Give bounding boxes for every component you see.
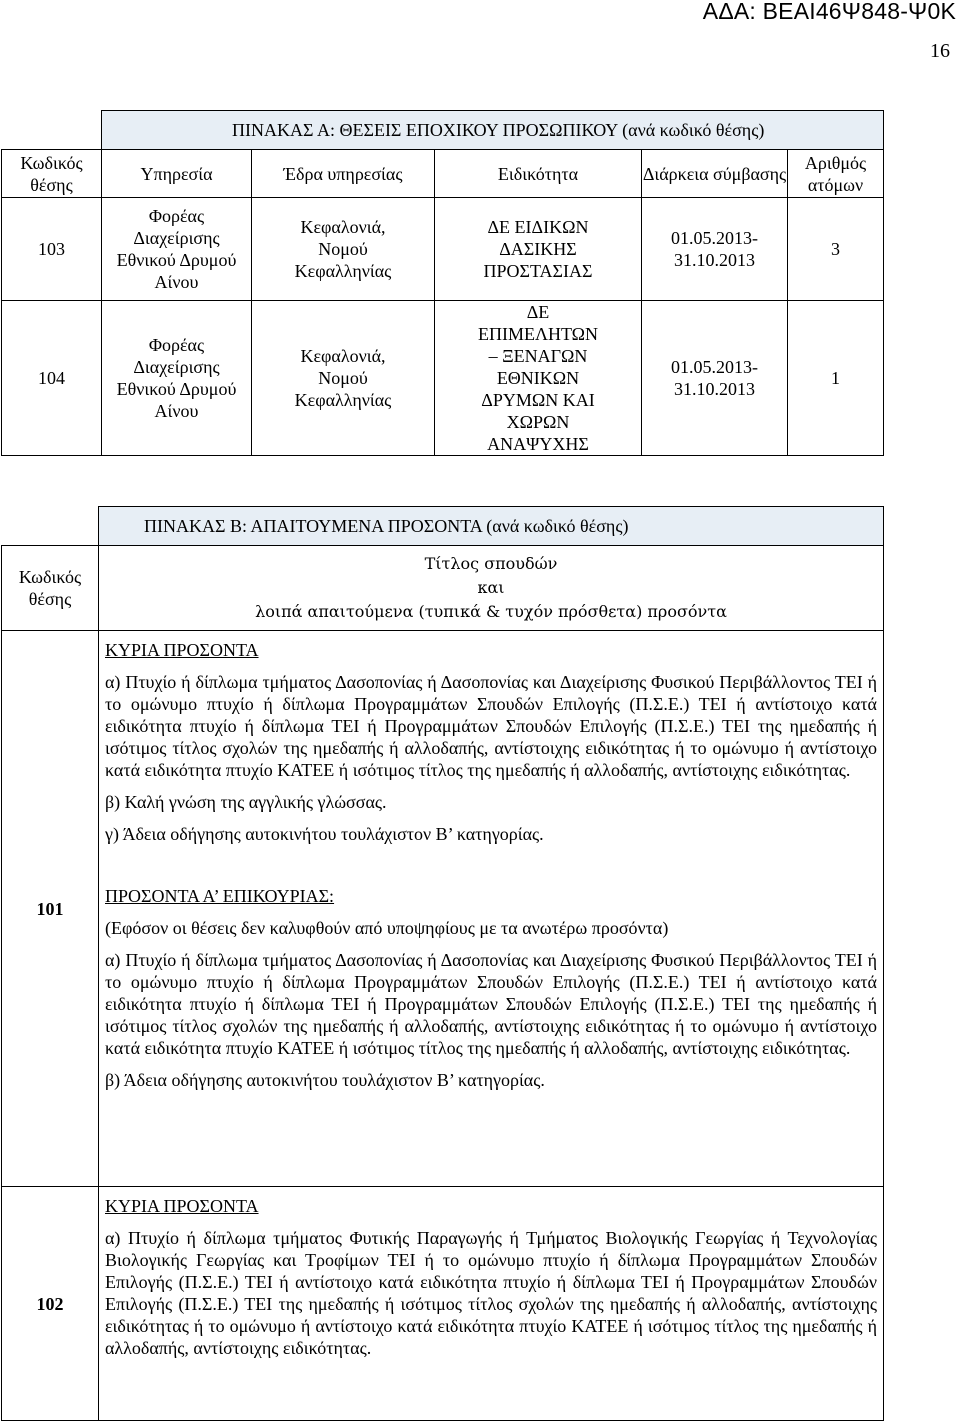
table-row [2, 198, 884, 301]
main-qualifications-heading: ΚΥΡΙΑ ΠΡΟΣΟΝΤΑ [105, 640, 259, 660]
aux-qualification-a: α) Πτυχίο ή δίπλωμα τμήματος Δασοπονίας ή Δασοπονίας και Διαχείρισης Φυσικού Περιβάλλοντος ΤΕΙ ή το ομώνυμο πτυχίο ή δίπλωμα Προγραμμάτων Σπουδών Επιλογής (Π.Σ.Ε.) ΤΕΙ ή αντίστοιχο κατά ειδικότητα πτυχίο ή δίπλωμα ΤΕΙ ή Προγραμμάτων Σπουδών Επιλογής (Π.Σ.Ε.) ΤΕΙ της ημεδαπής ή ισότιμος τίτλος σχολών της ημεδαπής ή αλλοδαπής, αντίστοιχης ειδικότητας ή το ομώνυμο ή αντίστοιχο κατά ειδικότητα πτυχίο ΚΑΤΕΕ ή ισότιμος τίτλος της ημεδαπής ή αλλοδαπής, αντίστοιχης ειδικότητας. [105, 950, 877, 1058]
table-row [2, 301, 884, 456]
page-number: 16 [930, 40, 950, 62]
empty-corner [2, 507, 99, 546]
table-b-title: ΠΙΝΑΚΑΣ Β: ΑΠΑΙΤΟΥΜΕΝΑ ΠΡΟΣΟΝΤΑ (ανά κωδικό θέσης) [99, 507, 884, 546]
row-seat: Κεφαλονιά, Νομού Κεφαλληνίας [252, 198, 435, 301]
row-duration: 01.05.2013- 31.10.2013 [642, 301, 788, 456]
main-qualification-c: γ) Άδεια οδήγησης αυτοκινήτου τουλάχιστον Β’ κατηγορίας. [105, 824, 544, 844]
row-seat: Κεφαλονιά, Νομού Κεφαλληνίας [252, 301, 435, 456]
row-requirements [99, 1187, 884, 1421]
req-header-line3: λοιπά απαιτούμενα (τυπικά & τυχόν πρόσθετα) προσόντα [255, 602, 727, 621]
main-qualifications-heading: ΚΥΡΙΑ ΠΡΟΣΟΝΤΑ [105, 1196, 259, 1216]
empty-corner [2, 111, 102, 150]
row-count: 3 [788, 198, 884, 301]
row-requirements [99, 631, 884, 1187]
table-a-title: ΠΙΝΑΚΑΣ Α: ΘΕΣΕΙΣ ΕΠΟΧΙΚΟΥ ΠΡΟΣΩΠΙΚΟΥ (ανά κωδικό θέσης) [102, 111, 884, 150]
header-requirements [99, 546, 884, 631]
row-code: 103 [2, 198, 102, 301]
row-service: Φορέας Διαχείρισης Εθνικού Δρυμού Αίνου [102, 301, 252, 456]
table-a [1, 110, 884, 456]
header-specialty: Ειδικότητα [435, 150, 642, 198]
row-code: 101 [2, 631, 99, 1187]
aux-qualification-b: β) Άδεια οδήγησης αυτοκινήτου τουλάχιστον Β’ κατηγορίας. [105, 1070, 545, 1090]
header-duration: Διάρκεια σύμβασης [642, 150, 788, 198]
row-duration: 01.05.2013- 31.10.2013 [642, 198, 788, 301]
header-count: Αριθμός ατόμων [788, 150, 884, 198]
header-seat: Έδρα υπηρεσίας [252, 150, 435, 198]
main-qualification-a: α) Πτυχίο ή δίπλωμα τμήματος Φυτικής Παραγωγής ή Τμήματος Βιολογικής Γεωργίας ή Τεχνολογίας Βιολογικής Γεωργίας και Τροφίμων ΤΕΙ ή το ομώνυμο πτυχίο ή δίπλωμα Προγραμμάτων Σπουδών Επιλογής (Π.Σ.Ε.) ΤΕΙ ή αντίστοιχο κατά ειδικότητα πτυχίο ή δίπλωμα ΤΕΙ ή Προγραμμάτων Σπουδών Επιλογής (Π.Σ.Ε.) ΤΕΙ της ημεδαπής ή ισότιμος τίτλος σχολών της ημεδαπής ή αλλοδαπής, αντίστοιχης ειδικότητας ή το ομώνυμο ή αντίστοιχο κατά ειδικότητα πτυχίο ΚΑΤΕΕ ή ισότιμος τίτλος της ημεδαπής ή αλλοδαπής, αντίστοιχης ειδικότητας. [105, 1228, 877, 1358]
aux-note: (Εφόσον οι θέσεις δεν καλυφθούν από υποψηφίους με τα ανωτέρω προσόντα) [105, 918, 669, 938]
row-code: 102 [2, 1187, 99, 1421]
row-specialty: ΔΕ ΕΙΔΙΚΩΝ ΔΑΣΙΚΗΣ ΠΡΟΣΤΑΣΙΑΣ [435, 198, 642, 301]
row-code: 104 [2, 301, 102, 456]
header-service: Υπηρεσία [102, 150, 252, 198]
table-b [1, 506, 884, 1421]
table-row [2, 1187, 884, 1421]
row-count: 1 [788, 301, 884, 456]
table-row [2, 631, 884, 1187]
main-qualification-a: α) Πτυχίο ή δίπλωμα τμήματος Δασοπονίας ή Δασοπονίας και Διαχείρισης Φυσικού Περιβάλλοντος ΤΕΙ ή το ομώνυμο πτυχίο ή δίπλωμα Προγραμμάτων Σπουδών Επιλογής (Π.Σ.Ε.) ΤΕΙ ή αντίστοιχο κατά ειδικότητα πτυχίο ή δίπλωμα ΤΕΙ ή Προγραμμάτων Σπουδών Επιλογής (Π.Σ.Ε.) ΤΕΙ της ημεδαπής ή ισότιμος τίτλος σχολών της ημεδαπής ή αλλοδαπής, αντίστοιχης ειδικότητας ή το ομώνυμο ή αντίστοιχο κατά ειδικότητα πτυχίο ΚΑΤΕΕ ή ισότιμος τίτλος της ημεδαπής ή αλλοδαπής, αντίστοιχης ειδικότητας. [105, 672, 877, 780]
row-service: Φορέας Διαχείρισης Εθνικού Δρυμού Αίνου [102, 198, 252, 301]
req-header-line1: Τίτλος σπουδών [424, 554, 558, 573]
req-header-line2: και [477, 578, 505, 597]
main-qualification-b: β) Καλή γνώση της αγγλικής γλώσσας. [105, 792, 387, 812]
row-specialty: ΔΕ ΕΠΙΜΕΛΗΤΩΝ – ΞΕΝΑΓΩΝ ΕΘΝΙΚΩΝ ΔΡΥΜΩΝ ΚΑΙ ΧΩΡΩΝ ΑΝΑΨΥΧΗΣ [435, 301, 642, 456]
header-code: Κωδικός θέσης [2, 546, 99, 631]
header-code: Κωδικός θέσης [2, 150, 102, 198]
ada-code: ΑΔΑ: ΒΕΑΙ46Ψ848-Ψ0Κ [702, 0, 956, 24]
aux-qualifications-heading: ΠΡΟΣΟΝΤΑ Α’ ΕΠΙΚΟΥΡΙΑΣ: [105, 886, 335, 906]
